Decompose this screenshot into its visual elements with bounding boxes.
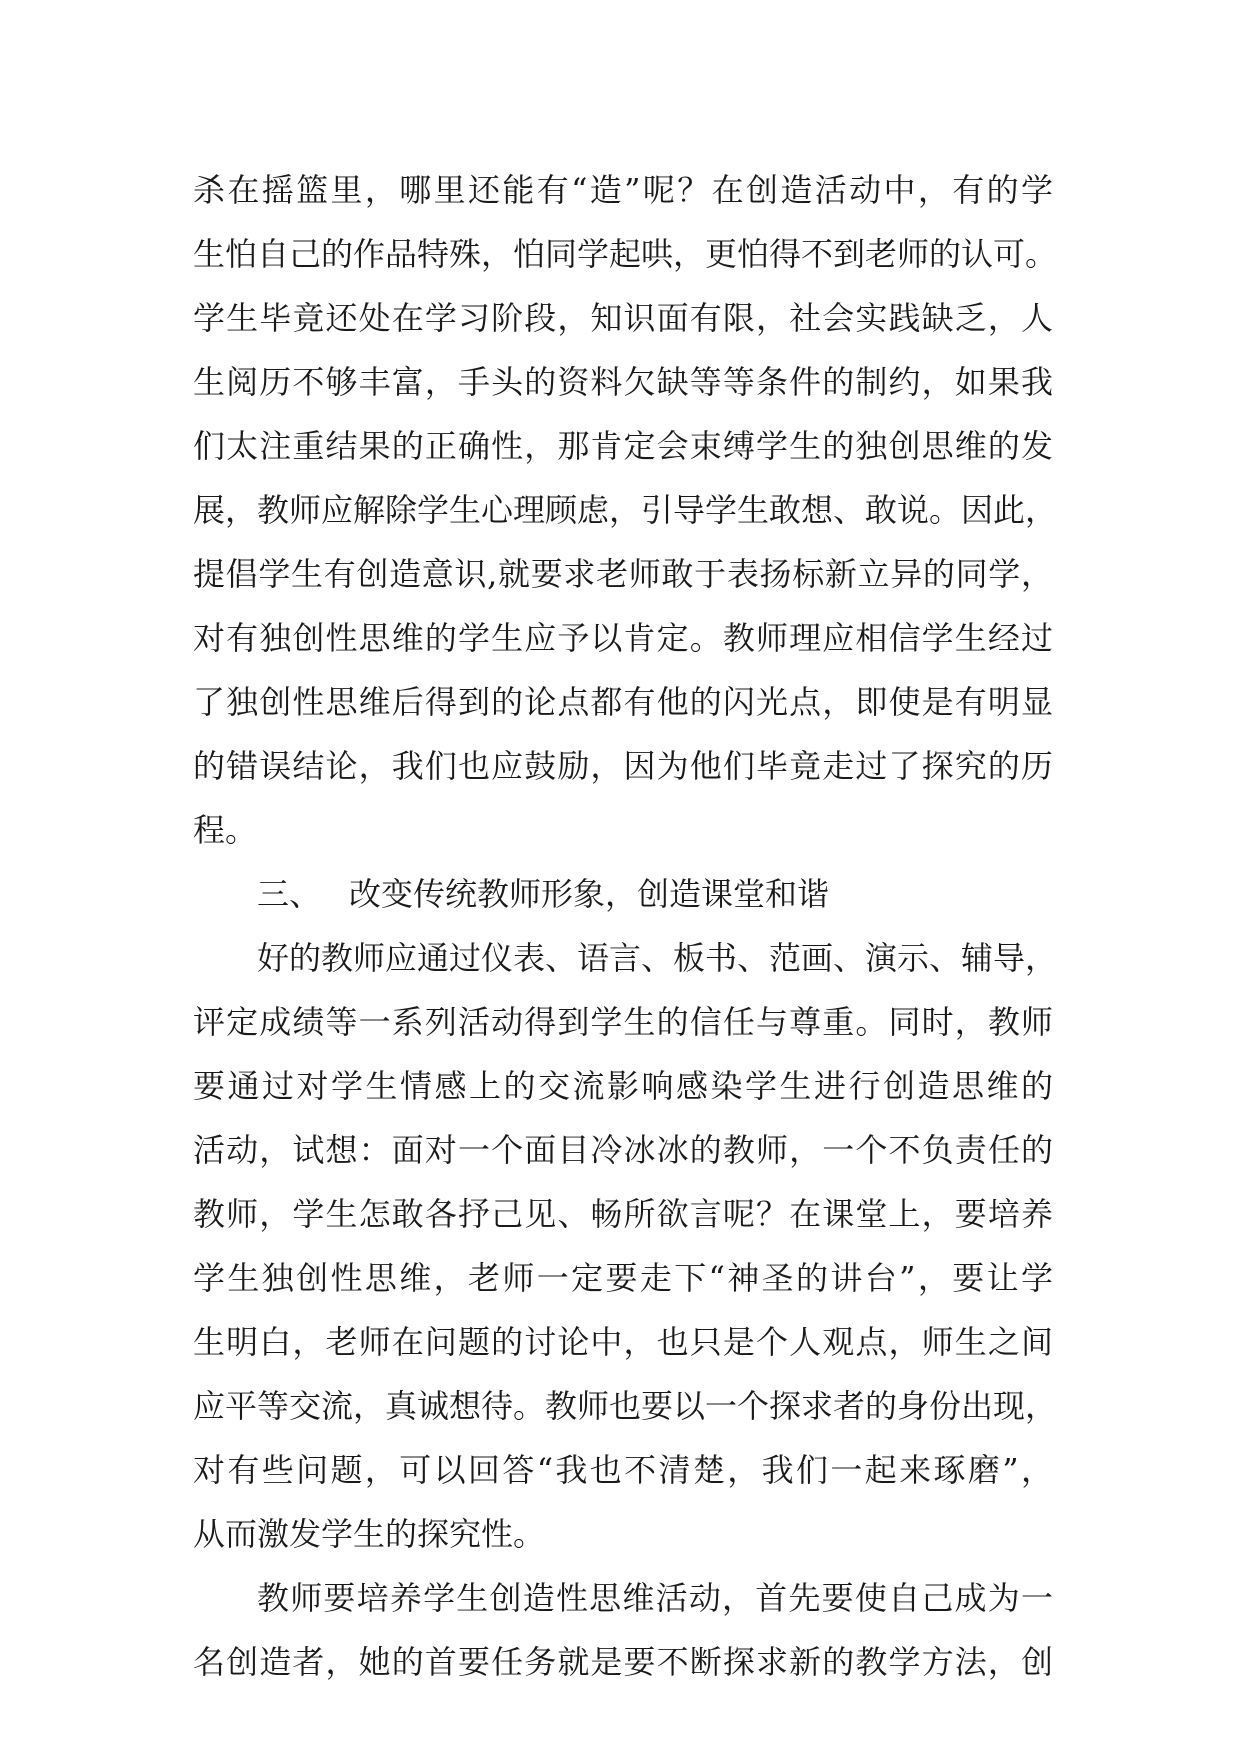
text-line: 评定成绩等一系列活动得到学生的信任与尊重。同时，教师 — [193, 1003, 1053, 1041]
section-heading — [193, 862, 1053, 926]
text-line: 名创造者，她的首要任务就是要不断探求新的教学方法，创 — [193, 1643, 1053, 1681]
text-line: 展，教师应解除学生心理顾虑，引导学生敢想、敢说。因此， — [193, 491, 1058, 529]
text-line: 程。 — [193, 811, 258, 849]
text-line: 生阅历不够丰富，手头的资料欠缺等等条件的制约，如果我 — [193, 363, 1053, 401]
text-line: 对有独创性思维的学生应予以肯定。教师理应相信学生经过 — [193, 619, 1053, 657]
section-number: 三、 — [257, 875, 322, 913]
text-line: 教师，学生怎敢各抒己见、畅所欲言呢？在课堂上，要培养 — [193, 1195, 1053, 1233]
text-line: 应平等交流，真诚想待。教师也要以一个探求者的身份出现， — [193, 1387, 1058, 1425]
text-line: 生怕自己的作品特殊，怕同学起哄，更怕得不到老师的认可。 — [193, 235, 1058, 273]
paragraph — [193, 158, 1058, 862]
text-line: 的错误结论，我们也应鼓励，因为他们毕竟走过了探究的历 — [193, 747, 1053, 785]
text-line: 从而激发学生的探究性。 — [193, 1515, 546, 1553]
paragraph — [193, 1566, 1053, 1694]
text-line: 对有些问题，可以回答“我也不清楚，我们一起来琢磨”， — [193, 1451, 1053, 1489]
text-line: 好的教师应通过仪表、语言、板书、范画、演示、辅导， — [257, 939, 1058, 977]
text-line: 提倡学生有创造意识,就要求老师敢于表扬标新立异的同学， — [193, 555, 1053, 593]
text-line: 生明白，老师在问题的讨论中，也只是个人观点，师生之间 — [193, 1323, 1053, 1361]
document-page — [193, 158, 1058, 1694]
text-line: 杀在摇篮里，哪里还能有“造”呢？在创造活动中，有的学 — [193, 171, 1053, 209]
text-line: 要通过对学生情感上的交流影响感染学生进行创造思维的 — [193, 1067, 1053, 1105]
section-title: 改变传统教师形象，创造课堂和谐 — [349, 875, 830, 913]
text-line: 学生独创性思维，老师一定要走下“神圣的讲台”，要让学 — [193, 1259, 1053, 1297]
text-line: 们太注重结果的正确性，那肯定会束缚学生的独创思维的发 — [193, 427, 1053, 465]
text-line: 了独创性思维后得到的论点都有他的闪光点，即使是有明显 — [193, 683, 1053, 721]
text-line: 学生毕竟还处在学习阶段，知识面有限，社会实践缺乏，人 — [193, 299, 1053, 337]
paragraph — [193, 926, 1058, 1566]
text-line: 活动，试想：面对一个面目冷冰冰的教师，一个不负责任的 — [193, 1131, 1053, 1169]
text-line: 教师要培养学生创造性思维活动，首先要使自己成为一 — [257, 1579, 1053, 1617]
